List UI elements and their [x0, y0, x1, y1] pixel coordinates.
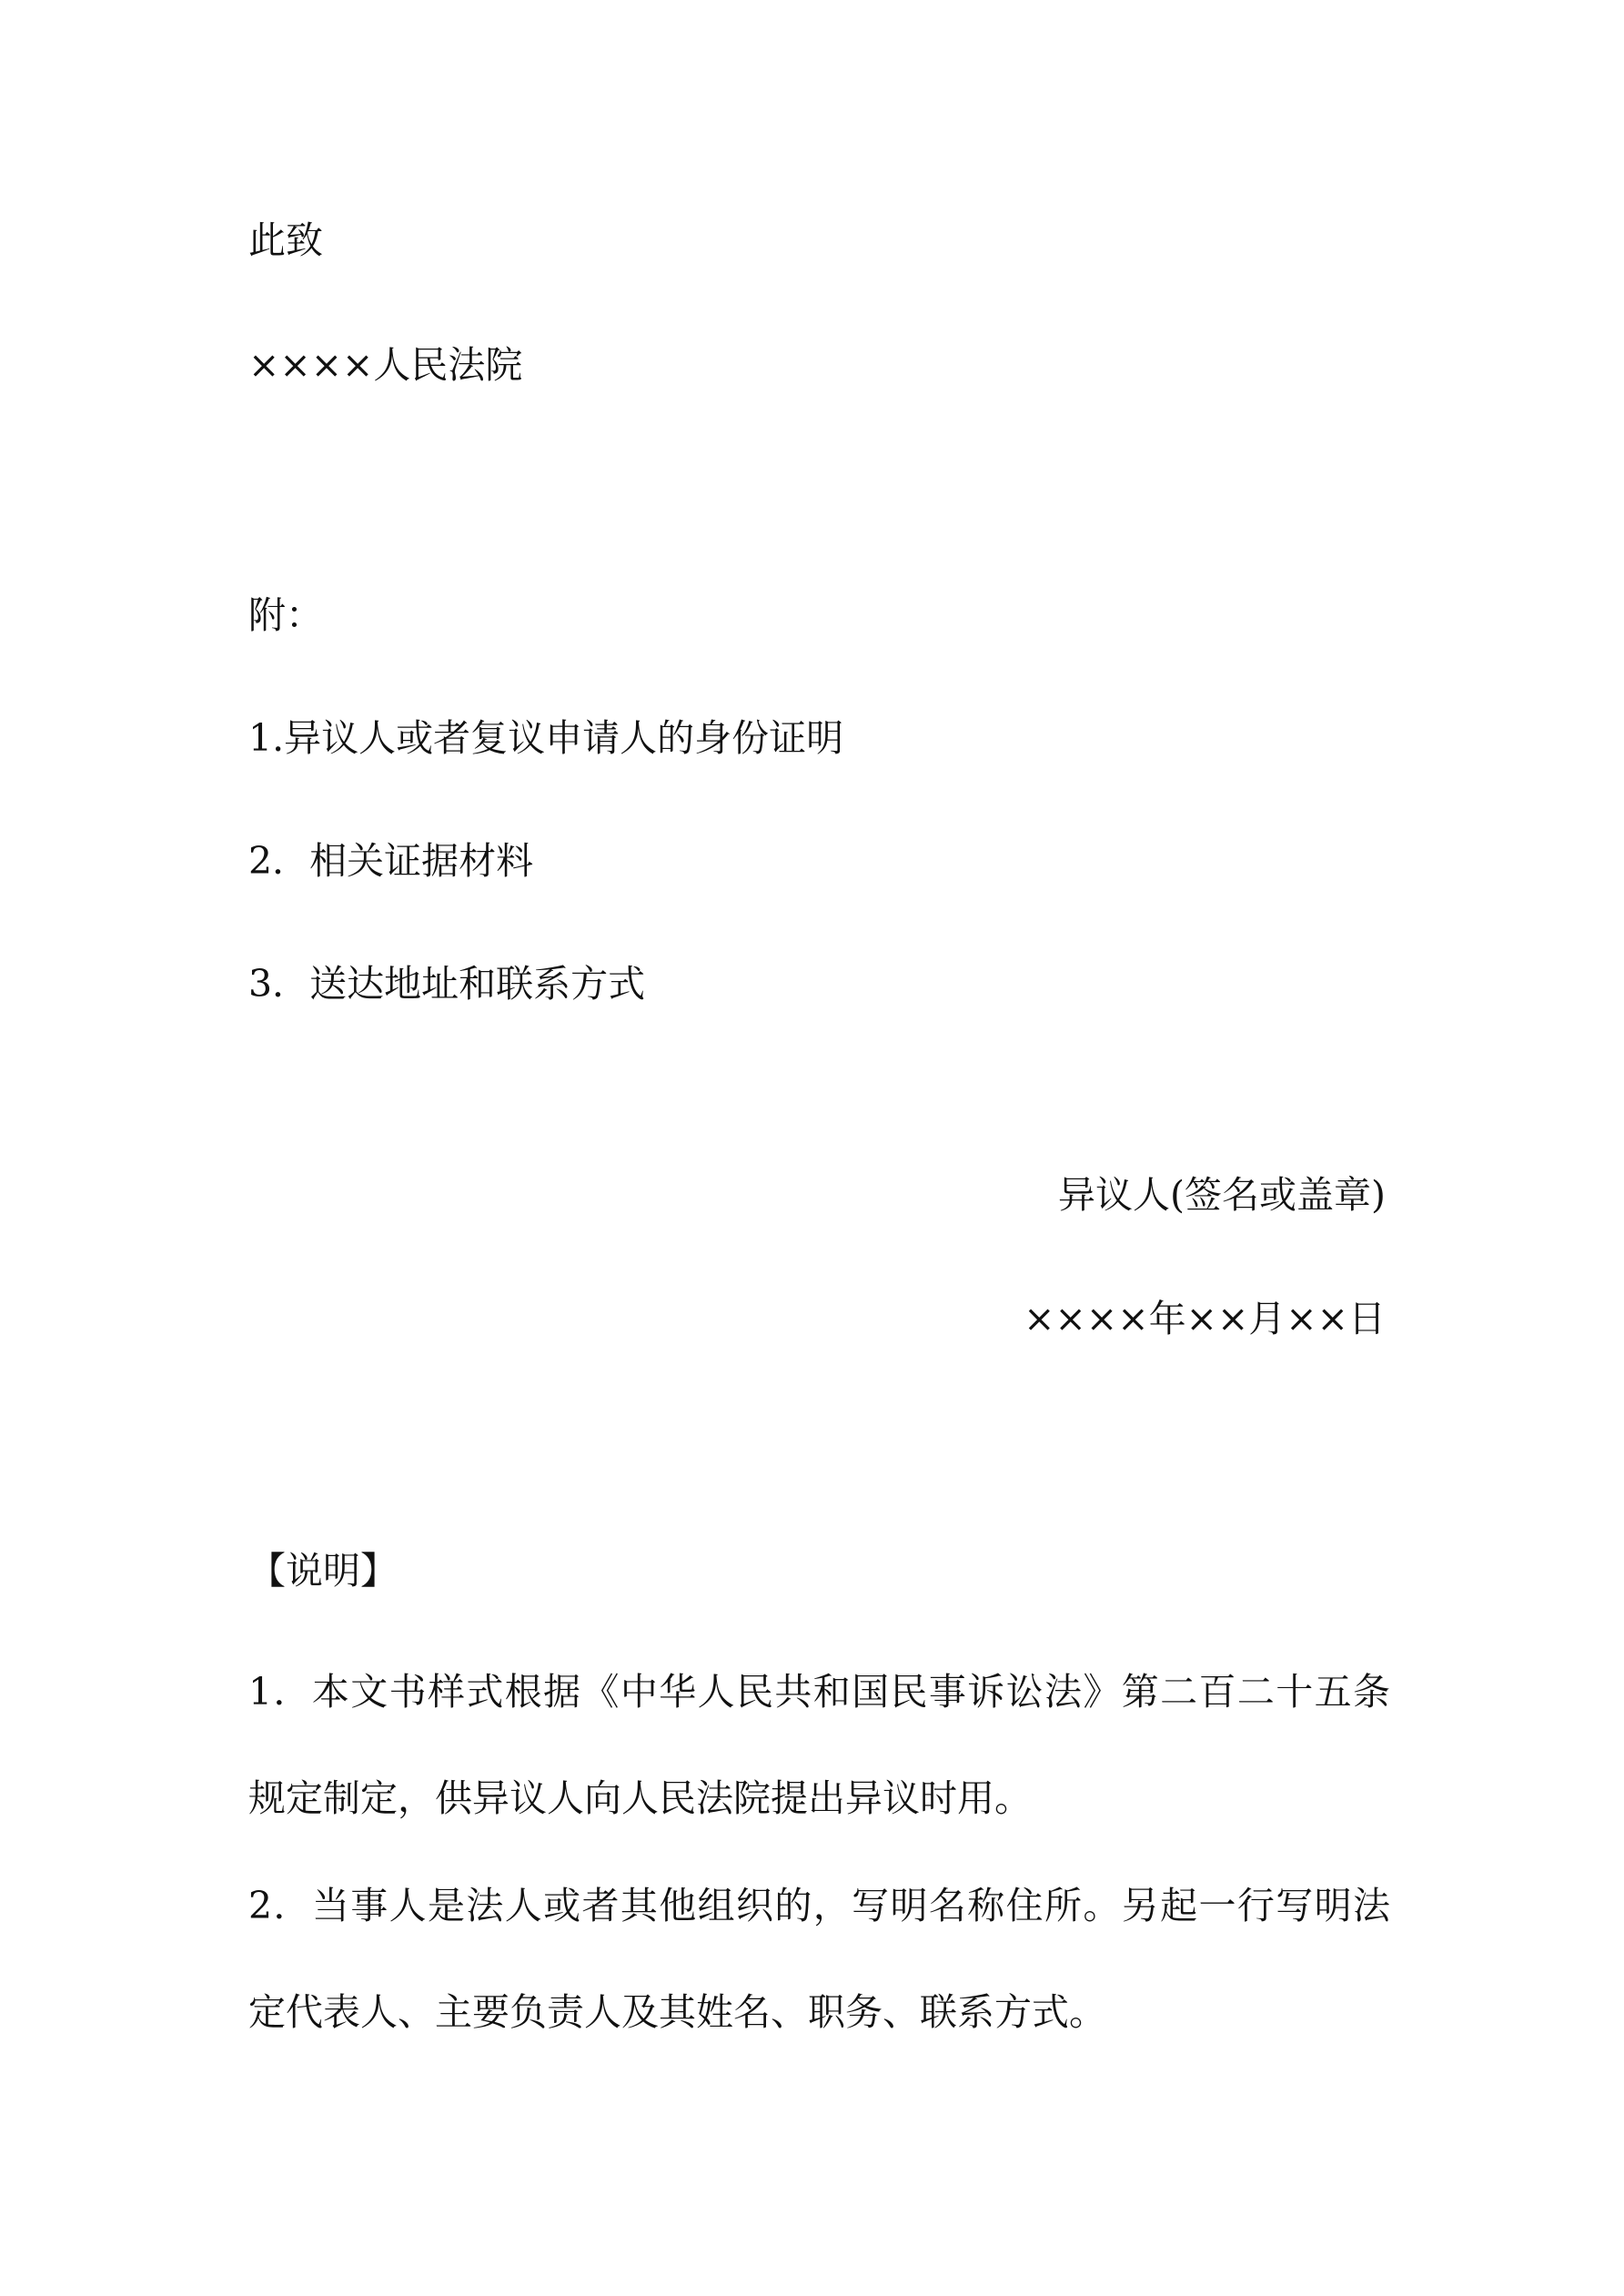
notes-heading: 【说明】 [248, 1549, 398, 1593]
court-name: ××××人民法院 [248, 343, 523, 387]
note-paragraph: 2．当事人是法人或者其他组织的，写明名称住所。另起一行写明法定代表人、主要负责人及其姓名、职务、联系方式。 [248, 1884, 1390, 2034]
attachment-item: 2．相关证据材料 [248, 839, 534, 883]
signer-line: 异议人(签名或盖章) [1058, 1173, 1386, 1217]
attachment-item: 1.异议人或者复议申请人的身份证明 [248, 716, 844, 760]
date-line: ××××年××月××日 [1024, 1297, 1386, 1340]
attachment-item: 3．送达地址和联系方式 [248, 962, 646, 1006]
salutation-text: 此致 [248, 218, 323, 262]
note-paragraph: 1．本文书样式根据《中华人民共和国民事诉讼法》第二百二十五条规定制定，供异议人向人民法院提出异议时用。 [248, 1670, 1390, 1820]
attachments-heading: 附： [248, 593, 323, 637]
